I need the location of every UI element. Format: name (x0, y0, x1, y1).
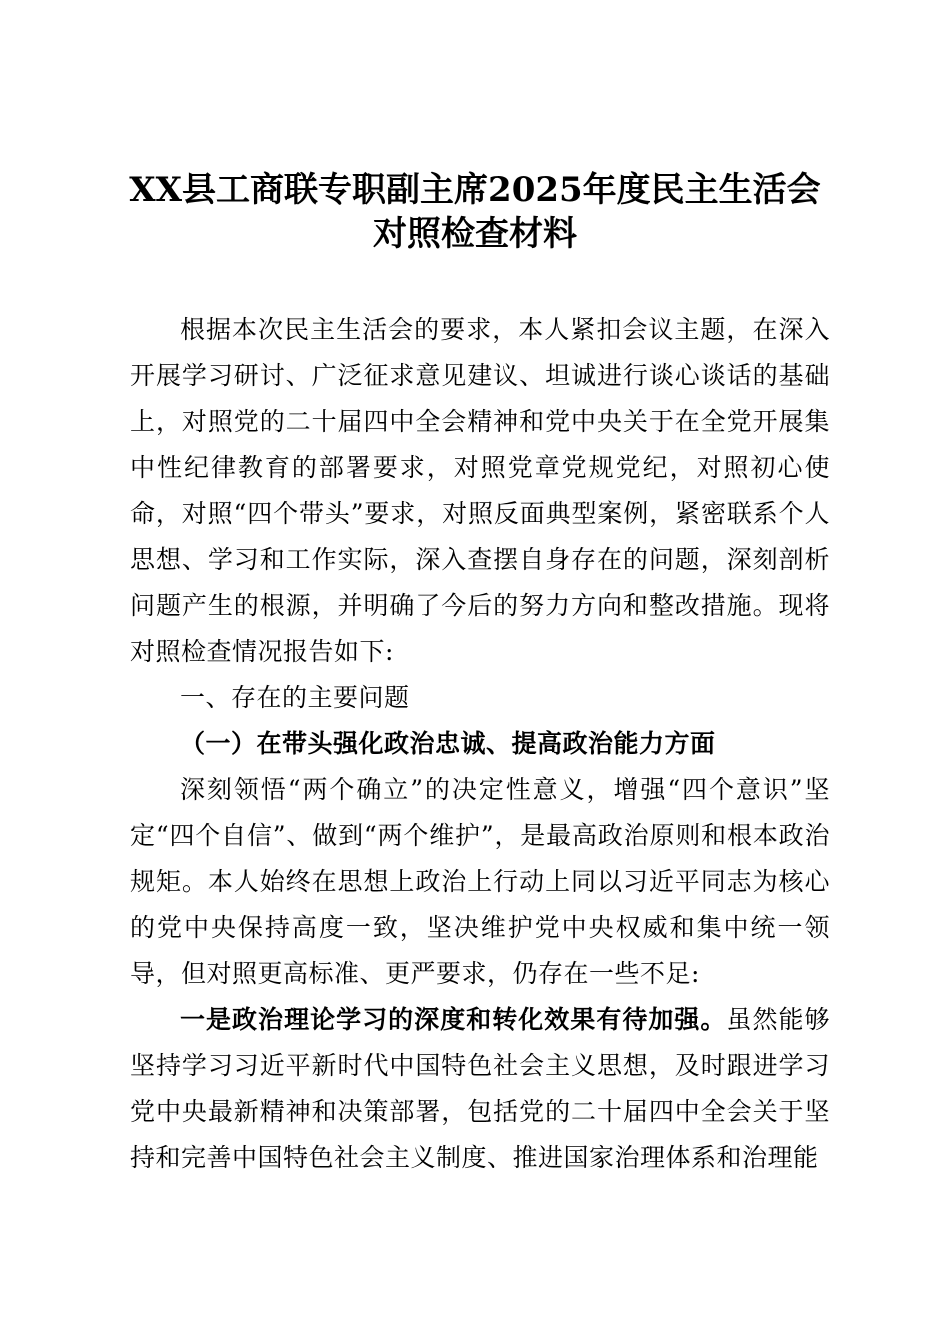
document-title-line1: XX县工商联专职副主席2025年度民主生活会 (129, 170, 821, 210)
intro-paragraph: 根据本次民主生活会的要求，本人紧扣会议主题，在深入开展学习研讨、广泛征求意见建议、坦诚进行谈心谈话的基础上，对照党的二十届四中全会精神和党中央关于在全党开展集中性纪律教育的部署要求，对照党章党规党纪，对照初心使命，对照“四个带头”要求，对照反面典型案例，紧密联系个人思想、学习和工作实际，深入查摆自身存在的问题，深刻剖析问题产生的根源，并明确了今后的努力方向和整改措施。现将对照检查情况报告如下: (130, 315, 830, 666)
body-paragraph: 深刻领悟“两个确立”的决定性意义，增强“四个意识”坚定“四个自信”、做到“两个维护”，是最高政治原则和根本政治规矩。本人始终在思想上政治上行动上同以习近平同志为核心的党中央保持高度一致，坚决维护党中央权威和集中统一领导，但对照更高标准、更严要求，仍存在一些不足: (130, 775, 830, 988)
point-text: 虽然能够坚持学习习近平新时代中国特色社会主义思想，及时跟进学习党中央最新精神和决策部署，包括党的二十届四中全会关于坚持和完善中国特色社会主义制度、推进国家治理体系和治理能 (130, 1005, 830, 1172)
document-body (130, 307, 830, 1181)
section-heading: 一、存在的主要问题 (180, 683, 410, 712)
point-lead: 一是政治理论学习的深度和转化效果有待加强。 (180, 1005, 727, 1034)
document-title-line2: 对照检查材料 (373, 214, 577, 254)
point-paragraph (130, 997, 830, 1181)
subsection-heading: （一）在带头强化政治忠诚、提高政治能力方面 (180, 729, 716, 758)
